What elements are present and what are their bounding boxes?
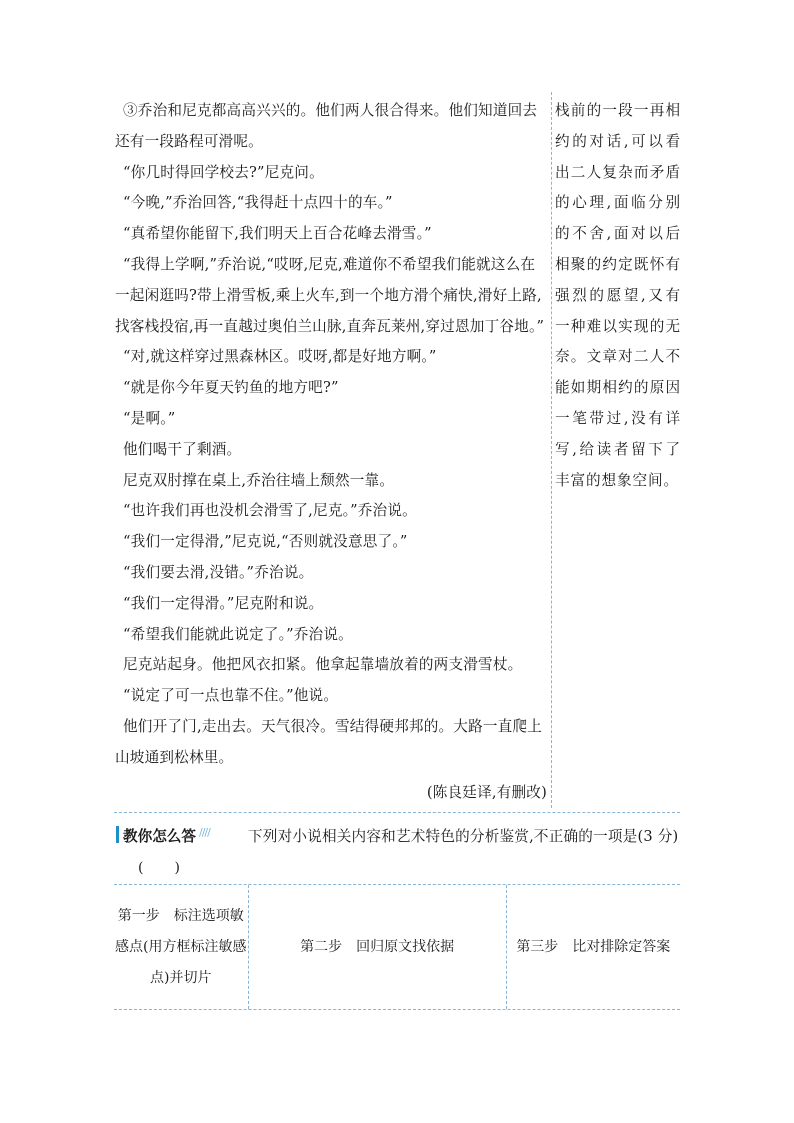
table-bottom-border [114, 1009, 680, 1010]
steps-table [114, 885, 680, 1009]
step-1-label: 第一步 标注选项敏感点(用方框标注敏感点)并切片 [115, 907, 247, 986]
step-3-label: 第三步 比对排除定答案 [516, 938, 671, 955]
column-divider [551, 92, 552, 808]
paragraph: “希望我们能就此说定了。”乔治说。 [123, 625, 353, 643]
paragraph: “我们一定得滑。”尼克附和说。 [123, 594, 324, 612]
margin-note [555, 96, 681, 496]
paragraph: “也许我们再也没机会滑雪了,尼克。”乔治说。 [123, 502, 417, 520]
paragraph: 他们开了门,走出去。天气很冷。雪结得硬邦邦的。大路一直爬上山坡通到松林里。 [115, 717, 543, 766]
question-text: 下列对小说相关内容和艺术特色的分析鉴赏,不正确的一项是(3 分) [248, 828, 679, 845]
passage [115, 96, 549, 808]
paragraph: ③乔治和尼克都高高兴兴的。他们两人很合得来。他们知道回去还有一段路程可滑呢。 [115, 102, 538, 150]
step-1-cell [114, 885, 248, 1009]
step-3-cell [506, 885, 680, 1009]
source-citation: (陈良廷译,有删改) [426, 783, 547, 801]
paragraph: “是啊。” [123, 409, 176, 427]
step-2-label: 第二步 回归原文找依据 [300, 938, 455, 955]
paragraph: “就是你今年夏天钓鱼的地方吧?” [123, 379, 339, 397]
paragraph: “我们一定得滑,”尼克说,“否则就没意思了。” [123, 533, 408, 551]
paragraph: “我得上学啊,”乔治说,“哎呀,尼克,难道你不希望我们能就这么在一起闲逛吗?带上滑雪板,乘上火车,到一个地方滑个痛快,滑好上路,找客栈投宿,再一直越过奥伯兰山脉,直奔瓦莱州,穿过恩加丁谷地。” [115, 255, 545, 335]
paragraph: “对,就这样穿过黑森林区。哎呀,都是好地方啊。” [123, 348, 437, 366]
section-title: 教你怎么答 [123, 828, 196, 845]
paragraph: “真希望你能留下,我们明天上百合花峰去滑雪。” [123, 225, 432, 243]
section-marker [116, 826, 119, 843]
paragraph: 尼克双肘撑在桌上,乔治往墙上颓然一靠。 [123, 471, 395, 489]
paragraph: 他们喝干了剩酒。 [123, 440, 242, 458]
paragraph: “今晚,”乔治回答,“我得赶十点四十的车。” [123, 194, 393, 212]
margin-note-text: 栈前的一段一再相约的对话,可以看出二人复杂而矛盾的心理,面临分别的不舍,面对以后相聚的约定既怀有强烈的愿望,又有一种难以实现的无奈。文章对二人不能如期相约的原因一笔带过,没有详写,给读者留下了丰富的想象空间。 [555, 102, 681, 489]
section-decoration: //// [199, 826, 210, 839]
paragraph: “我们要去滑,没错。”乔治说。 [123, 563, 314, 581]
paragraph: “说定了可一点也靠不住。”他说。 [123, 687, 339, 705]
paragraph: 尼克站起身。他把风衣扣紧。他拿起靠墙放着的两支滑雪杖。 [123, 656, 523, 674]
answer-blank: ( ) [138, 860, 181, 876]
section-divider [114, 812, 680, 813]
paragraph: “你几时得回学校去?”尼克问。 [123, 163, 324, 181]
step-2-cell [248, 885, 506, 1009]
